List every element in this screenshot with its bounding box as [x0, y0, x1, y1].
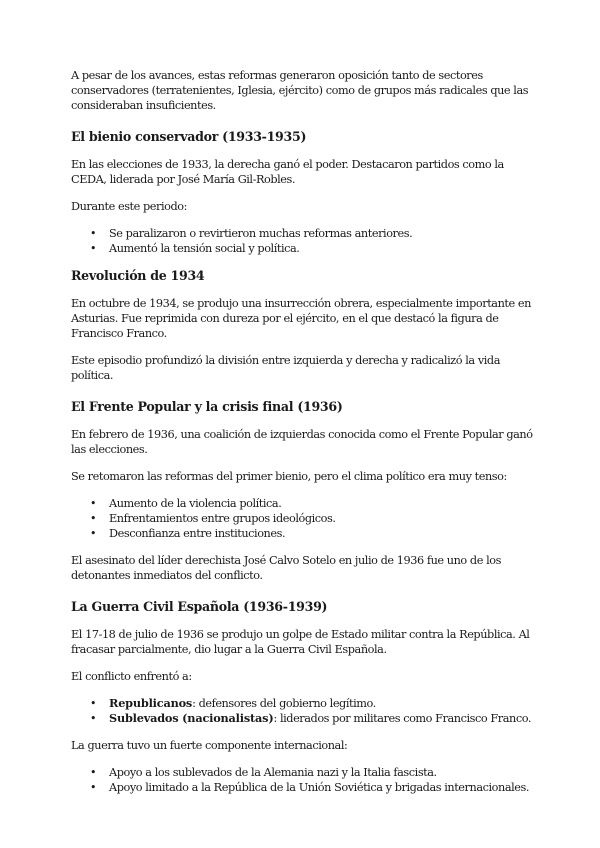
list-item: • Se paralizaron o revirtieron muchas reformas anteriores. — [109, 226, 533, 241]
heading-guerra-civil: La Guerra Civil Española (1936-1939) — [71, 599, 328, 614]
bold-term: Sublevados (nacionalistas) — [109, 711, 274, 725]
list-item-text: : liderados por militares como Francisco Franco. — [273, 712, 531, 725]
bullet-list — [71, 765, 533, 795]
list-item: • Aumento de la violencia política. — [109, 496, 533, 511]
bullet-list — [71, 226, 533, 256]
paragraph: La guerra tuvo un fuerte componente internacional: — [71, 739, 348, 752]
heading-revolucion-1934: Revolución de 1934 — [71, 268, 205, 283]
bold-term: Republicanos — [109, 696, 193, 710]
list-item-text: : defensores del gobierno legítimo. — [192, 697, 376, 710]
list-item — [109, 711, 533, 726]
list-item: • Enfrentamientos entre grupos ideológicos. — [109, 511, 533, 526]
paragraph: Durante este periodo: — [71, 200, 187, 213]
list-item: • Apoyo limitado a la República de la Unión Soviética y brigadas internacionales. — [109, 780, 533, 795]
list-item: • Apoyo a los sublevados de la Alemania nazi y la Italia fascista. — [109, 765, 533, 780]
paragraph: En octubre de 1934, se produjo una insurrección obrera, especialmente importante en Asturias. Fue reprimida con dureza por el ejército, en el que destacó la figura de Francisco Franco. — [71, 297, 531, 340]
intro-paragraph: A pesar de los avances, estas reformas generaron oposición tanto de sectores conservadores (terratenientes, Iglesia, ejército) como de grupos más radicales que las consideraban insuficientes. — [71, 69, 529, 112]
paragraph: En las elecciones de 1933, la derecha ganó el poder. Destacaron partidos como la CEDA, liderada por José María Gil-Robles. — [71, 158, 504, 186]
bullet-list — [71, 696, 533, 726]
paragraph: El 17-18 de julio de 1936 se produjo un golpe de Estado militar contra la República. Al fracasar parcialmente, dio lugar a la Guerra Civil Española. — [71, 628, 530, 656]
paragraph: El asesinato del líder derechista José Calvo Sotelo en julio de 1936 fue uno de los detonantes inmediatos del conflicto. — [71, 554, 501, 582]
document-body — [71, 68, 533, 807]
paragraph: Este episodio profundizó la división entre izquierda y derecha y radicalizó la vida política. — [71, 354, 500, 382]
list-item — [109, 696, 533, 711]
heading-frente-popular: El Frente Popular y la crisis final (1936) — [71, 399, 343, 414]
heading-bienio-conservador: El bienio conservador (1933-1935) — [71, 129, 307, 144]
paragraph: En febrero de 1936, una coalición de izquierdas conocida como el Frente Popular ganó las elecciones. — [71, 428, 533, 456]
paragraph: Se retomaron las reformas del primer bienio, pero el clima político era muy tenso: — [71, 470, 507, 483]
bullet-list — [71, 496, 533, 541]
paragraph: El conflicto enfrentó a: — [71, 670, 192, 683]
list-item: • Aumentó la tensión social y política. — [109, 241, 533, 256]
list-item: • Desconfianza entre instituciones. — [109, 526, 533, 541]
